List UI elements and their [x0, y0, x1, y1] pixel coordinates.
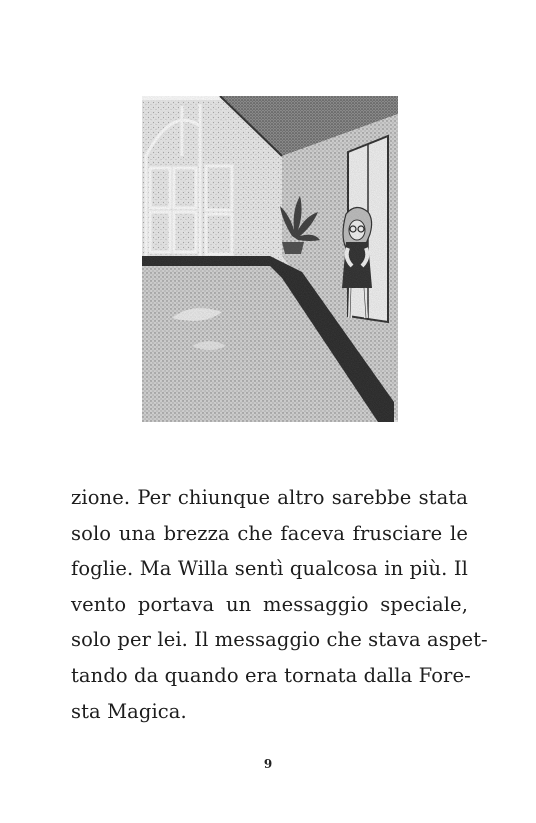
girl-at-indoor-pool-illustration: [142, 96, 398, 422]
body-text-line: tando da quando era tornata dalla Fore-: [71, 663, 471, 687]
body-text: [71, 480, 488, 729]
illustration-drawing: [142, 96, 398, 422]
body-text-line: sta Magica.: [71, 699, 187, 723]
body-text-line: foglie. Ma Willa sentì qualcosa in più. Il: [71, 557, 468, 581]
body-text-line: solo una brezza che faceva frusciare le: [71, 521, 468, 545]
body-text-line: zione. Per chiunque altro sarebbe stata: [71, 486, 468, 509]
body-text-line: vento portava un messaggio speciale,: [71, 592, 468, 616]
page-number: 9: [263, 757, 273, 771]
body-text-line: solo per lei. Il messaggio che stava aspet-: [71, 628, 488, 652]
